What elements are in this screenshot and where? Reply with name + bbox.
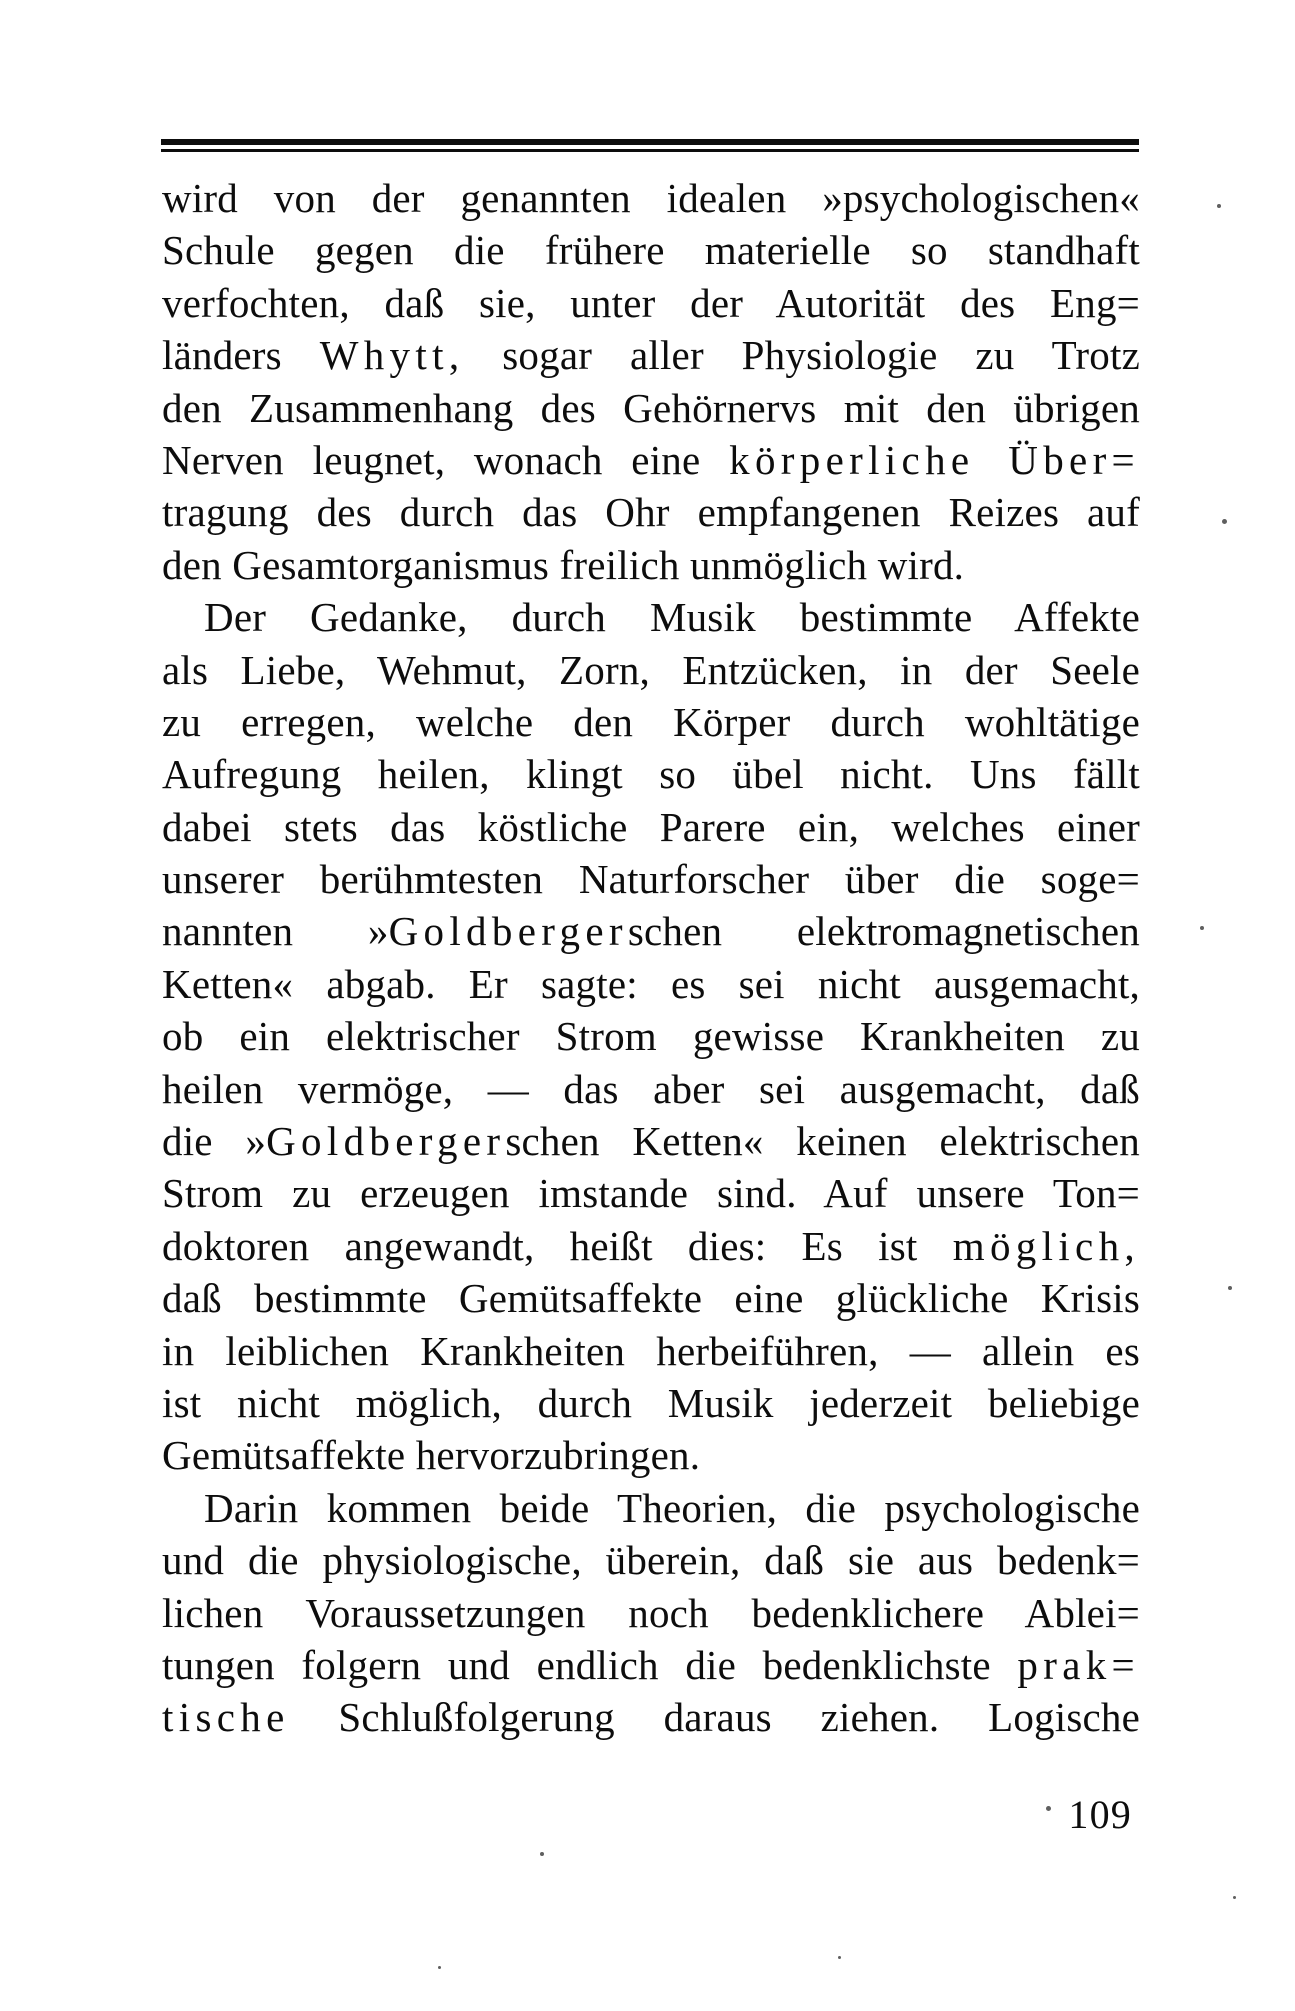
text-line bbox=[162, 1063, 1140, 1115]
text-line bbox=[162, 1639, 1140, 1691]
page-number-value: 109 bbox=[1068, 1792, 1132, 1837]
text-segment: zu erregen, welche den Körper durch wohltätige bbox=[162, 698, 1140, 745]
text-line bbox=[162, 539, 1140, 591]
text-segment: tragung des durch das Ohr empfangenen Reizes auf bbox=[162, 489, 1140, 536]
text-line bbox=[162, 1010, 1140, 1062]
text-segment: Strom zu erzeugen imstande sind. Auf unsere Ton= bbox=[162, 1170, 1140, 1217]
scan-speck bbox=[438, 1966, 441, 1969]
text-segment: die » bbox=[162, 1118, 267, 1165]
text-segment: den Zusammenhang des Gehörnervs mit den übrigen bbox=[162, 384, 1140, 431]
text-segment: wird von der genannten idealen »psychologischen« bbox=[162, 175, 1140, 221]
text-segment: Schule gegen die frühere materielle so standhaft bbox=[162, 227, 1140, 274]
body-text bbox=[162, 172, 1140, 1744]
text-segment: schen elektromagnetischen bbox=[627, 908, 1140, 955]
text-line bbox=[162, 277, 1140, 329]
text-segment: doktoren angewandt, heißt dies: Es ist bbox=[162, 1222, 953, 1269]
text-segment: nannten » bbox=[162, 908, 389, 955]
text-segment: dabei stets das köstliche Parere ein, welches einer bbox=[162, 803, 1140, 850]
text-line bbox=[162, 434, 1140, 486]
scan-speck bbox=[1233, 1896, 1236, 1899]
scan-speck bbox=[1046, 1806, 1051, 1811]
text-segment: verfochten, daß sie, unter der Autorität des Eng= bbox=[162, 279, 1140, 326]
text-line bbox=[162, 486, 1140, 538]
text-line bbox=[162, 329, 1140, 381]
text-segment: und die physiologische, überein, daß sie aus bedenk= bbox=[162, 1537, 1140, 1584]
letterspaced-text: Whytt, bbox=[319, 332, 465, 379]
text-line bbox=[162, 1429, 1140, 1481]
text-line bbox=[162, 172, 1140, 224]
letterspaced-text: körperliche Über= bbox=[729, 436, 1140, 483]
text-segment: lichen Voraussetzungen noch bedenklichere Ablei= bbox=[162, 1589, 1140, 1636]
text-segment: Schlußfolgerung daraus ziehen. Logische bbox=[289, 1694, 1140, 1741]
text-line bbox=[162, 1691, 1140, 1743]
letterspaced-text: möglich, bbox=[952, 1222, 1140, 1269]
text-segment: heilen vermöge, — das aber sei ausgemacht, daß bbox=[162, 1065, 1140, 1112]
text-line bbox=[162, 1220, 1140, 1272]
text-line bbox=[162, 801, 1140, 853]
text-line bbox=[162, 591, 1140, 643]
text-line bbox=[162, 224, 1140, 276]
text-segment: den Gesamtorganismus freilich unmöglich wird. bbox=[162, 541, 965, 588]
text-segment: schen Ketten« keinen elektrischen bbox=[505, 1118, 1140, 1165]
text-line bbox=[162, 1587, 1140, 1639]
letterspaced-text: Goldberger bbox=[266, 1118, 506, 1165]
scan-speck bbox=[1222, 519, 1227, 524]
text-line bbox=[162, 1115, 1140, 1167]
text-segment: ob ein elektrischer Strom gewisse Krankheiten zu bbox=[162, 1013, 1140, 1060]
text-segment: Nerven leugnet, wonach eine bbox=[162, 436, 730, 483]
text-segment: tungen folgern und endlich die bedenklichste bbox=[162, 1641, 1018, 1688]
text-segment: länders bbox=[162, 332, 320, 379]
text-line bbox=[162, 958, 1140, 1010]
text-segment: in leiblichen Krankheiten herbeiführen, — allein es bbox=[162, 1327, 1140, 1374]
text-line bbox=[162, 644, 1140, 696]
text-segment: als Liebe, Wehmut, Zorn, Entzücken, in der Seele bbox=[162, 646, 1140, 693]
text-line bbox=[162, 1482, 1140, 1534]
text-segment: Darin kommen beide Theorien, die psychologische bbox=[204, 1484, 1140, 1531]
text-line bbox=[162, 1534, 1140, 1586]
letterspaced-text: Goldberger bbox=[388, 908, 628, 955]
scan-speck bbox=[540, 1852, 544, 1856]
scan-speck bbox=[1228, 1286, 1232, 1290]
scan-speck bbox=[838, 1956, 841, 1959]
scan-speck bbox=[1200, 926, 1204, 930]
text-line bbox=[162, 696, 1140, 748]
text-line bbox=[162, 382, 1140, 434]
letterspaced-text: prak= bbox=[1017, 1641, 1140, 1688]
text-segment: Der Gedanke, durch Musik bestimmte Affekte bbox=[204, 594, 1140, 641]
text-segment: Aufregung heilen, klingt so übel nicht. Uns fällt bbox=[162, 751, 1140, 798]
text-line bbox=[162, 748, 1140, 800]
text-segment: ist nicht möglich, durch Musik jederzeit beliebige bbox=[162, 1379, 1140, 1426]
letterspaced-text: tische bbox=[162, 1694, 290, 1741]
text-line bbox=[162, 853, 1140, 905]
text-line bbox=[162, 1167, 1140, 1219]
text-segment: Gemütsaffekte hervorzubringen. bbox=[162, 1432, 701, 1479]
text-line bbox=[162, 905, 1140, 957]
text-segment: Ketten« abgab. Er sagte: es sei nicht ausgemacht, bbox=[162, 960, 1140, 1007]
text-segment: daß bestimmte Gemütsaffekte eine glückliche Krisis bbox=[162, 1275, 1140, 1322]
page-number bbox=[162, 1791, 1140, 1838]
text-segment: unserer berühmtesten Naturforscher über die soge= bbox=[162, 856, 1140, 903]
scan-speck bbox=[1217, 204, 1221, 208]
header-double-rule bbox=[161, 139, 1139, 152]
text-line bbox=[162, 1377, 1140, 1429]
text-line bbox=[162, 1325, 1140, 1377]
text-segment: sogar aller Physiologie zu Trotz bbox=[464, 332, 1140, 379]
text-line bbox=[162, 1272, 1140, 1324]
